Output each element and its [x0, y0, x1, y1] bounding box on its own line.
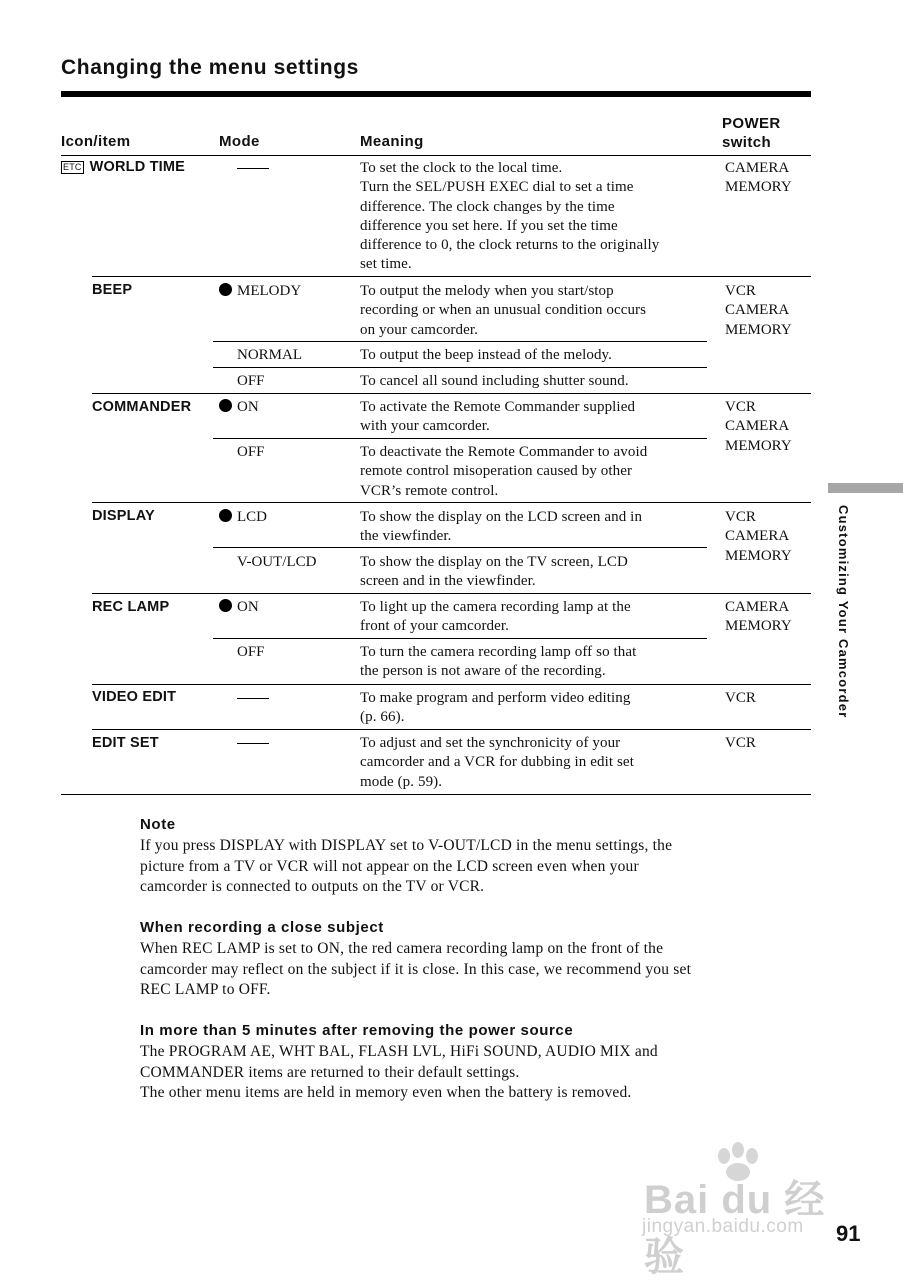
column-header-icon-item: Icon/item: [61, 133, 131, 150]
row-divider: [92, 593, 811, 594]
item-commander: COMMANDER: [92, 399, 192, 415]
mode-off: OFF: [237, 373, 265, 389]
watermark: [640, 1140, 855, 1279]
power-source-text: The PROGRAM AE, WHT BAL, FLASH LVL, HiFi SOUND, AUDIO MIX and COMMANDER items are returned to their default settings. The other menu items are held in memory even when the battery is removed.: [140, 1043, 658, 1102]
power-source-heading: In more than 5 minutes after removing the power source: [140, 1022, 574, 1039]
note-heading: Note: [140, 816, 176, 833]
power-world-time: CAMERA MEMORY: [725, 160, 792, 196]
power-header-line: POWER: [722, 115, 781, 132]
mode-none: [237, 689, 269, 708]
meaning-beep-off: To cancel all sound including shutter sound.: [360, 373, 629, 389]
close-subject-text: When REC LAMP is set to ON, the red camera recording lamp on the front of the camcorder may reflect on the subject if it is close. In this case, we recommend you set REC LAMP to OFF.: [140, 940, 692, 999]
item-beep: BEEP: [92, 282, 133, 298]
item-video-edit: VIDEO EDIT: [92, 689, 177, 705]
item-rec-lamp: REC LAMP: [92, 599, 170, 615]
sub-row-divider: [213, 341, 707, 342]
close-subject-heading: When recording a close subject: [140, 919, 384, 936]
mode-off: OFF: [237, 644, 265, 660]
power-beep: VCR CAMERA MEMORY: [725, 283, 792, 338]
item-display: DISPLAY: [92, 508, 155, 524]
sub-row-divider: [213, 638, 707, 639]
note-text: If you press DISPLAY with DISPLAY set to V-OUT/LCD in the menu settings, the picture from a TV or VCR will not appear on the LCD screen even when your camcorder is connected to outputs on the TV or VCR.: [140, 837, 673, 896]
power-display: VCR CAMERA MEMORY: [725, 509, 792, 564]
side-tab-label: Customizing Your Camcorder: [836, 505, 851, 719]
item-edit-set: EDIT SET: [92, 735, 159, 751]
meaning-rec-lamp-on: To light up the camera recording lamp at the front of your camcorder.: [360, 599, 631, 635]
watermark-url: jingyan.baidu.com: [642, 1216, 804, 1237]
meaning-beep-melody: To output the melody when you start/stop recording or when an unusual condition occurs on your camcorder.: [360, 283, 647, 338]
meaning-display-lcd: To show the display on the LCD screen and in the viewfinder.: [360, 509, 643, 545]
sub-row-divider: [213, 367, 707, 368]
mode-on: ON: [219, 398, 259, 417]
meaning-edit-set: To adjust and set the synchronicity of your camcorder and a VCR for dubbing in edit set mode (p. 59).: [360, 735, 634, 790]
header-rule: [61, 155, 811, 156]
item-world-time: [61, 159, 185, 175]
power-header-line: switch: [722, 134, 772, 151]
column-header-mode: Mode: [219, 133, 260, 150]
default-dot-icon: [219, 509, 232, 522]
mode-none: [237, 734, 269, 753]
default-dot-icon: [219, 399, 232, 412]
mode-normal: NORMAL: [237, 347, 303, 363]
mode-v-out-lcd: V-OUT/LCD: [237, 554, 317, 570]
mode-none: [237, 159, 269, 178]
row-divider: [92, 276, 811, 277]
meaning-display-v-out: To show the display on the TV screen, LCD screen and in the viewfinder.: [360, 554, 628, 590]
meaning-video-edit: To make program and perform video editing (p. 66).: [360, 690, 631, 726]
watermark-brand: Bai du 经验: [644, 1178, 826, 1279]
row-divider: [92, 684, 811, 685]
meaning-rec-lamp-off: To turn the camera recording lamp off so that the person is not aware of the recording.: [360, 644, 637, 680]
item-label: WORLD TIME: [89, 159, 186, 175]
mode-on: ON: [219, 598, 259, 617]
sub-row-divider: [213, 438, 707, 439]
side-tab-bar: [828, 483, 903, 493]
page-title: Changing the menu settings: [61, 56, 359, 79]
page-number: 91: [836, 1221, 861, 1246]
power-video-edit: VCR: [725, 690, 756, 706]
default-dot-icon: [219, 599, 232, 612]
sub-row-divider: [213, 547, 707, 548]
power-rec-lamp: CAMERA MEMORY: [725, 599, 792, 635]
row-divider: [92, 393, 811, 394]
meaning-beep-normal: To output the beep instead of the melody.: [360, 347, 613, 363]
column-header-meaning: Meaning: [360, 133, 424, 150]
power-commander: VCR CAMERA MEMORY: [725, 399, 792, 454]
title-rule: [61, 91, 811, 97]
mode-off: OFF: [237, 444, 265, 460]
row-divider: [92, 502, 811, 503]
default-dot-icon: [219, 283, 232, 296]
etc-icon: ETC: [63, 162, 82, 172]
mode-melody: MELODY: [219, 282, 301, 301]
column-header-power-switch: [722, 114, 781, 152]
meaning-commander-on: To activate the Remote Commander supplied with your camcorder.: [360, 399, 636, 435]
meaning-world-time: To set the clock to the local time. Turn the SEL/PUSH EXEC dial to set a time difference. The clock changes by the time difference you set here. If you set the time difference to 0, the clock returns to the originally set time.: [360, 160, 660, 273]
power-edit-set: VCR: [725, 735, 756, 751]
table-bottom-rule: [61, 794, 811, 795]
meaning-commander-off: To deactivate the Remote Commander to avoid remote control misoperation caused by other VCR’s remote control.: [360, 444, 648, 499]
mode-lcd: LCD: [219, 508, 267, 527]
row-divider: [92, 729, 811, 730]
